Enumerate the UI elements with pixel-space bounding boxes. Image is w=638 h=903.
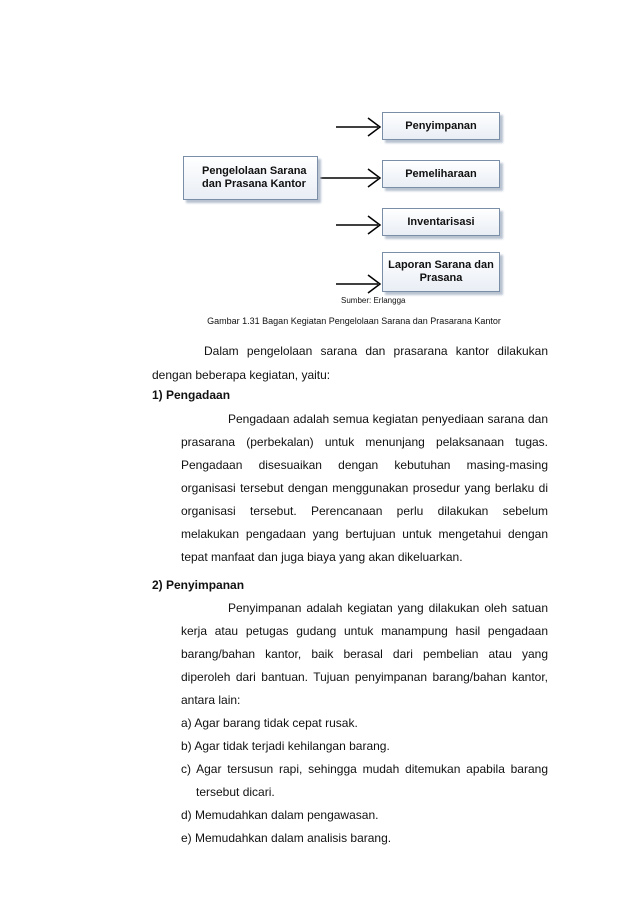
section2-line: barang/bahan kantor, baik berasal dari pembelian atau yang [181, 647, 548, 661]
main-box-line1: Pengelolaan Sarana [202, 165, 307, 177]
box-laporan-line2: Prasana [419, 272, 463, 284]
section-heading-penyimpanan: 2) Penyimpanan [152, 578, 245, 592]
section-heading-pengadaan: 1) Pengadaan [152, 388, 231, 402]
list-item: a) Agar barang tidak cepat rusak. [181, 716, 358, 730]
arrow-2 [320, 169, 380, 187]
arrow-3 [336, 216, 380, 234]
figure-caption: Gambar 1.31 Bagan Kegiatan Pengelolaan Sarana dan Prasarana Kantor [207, 316, 501, 326]
box-laporan-line1: Laporan Sarana dan [388, 259, 494, 271]
section2-line: Penyimpanan adalah kegiatan yang dilakukan oleh satuan [228, 601, 548, 615]
main-box [183, 156, 318, 200]
diagram-arrows [0, 0, 638, 340]
section1-line: tepat manfaat dan juga biaya yang akan dikeluarkan. [181, 550, 463, 564]
main-box-line2: dan Prasana Kantor [202, 178, 306, 190]
box-penyimpanan [382, 112, 500, 140]
list-item: c) Agar tersusun rapi, sehingga mudah ditemukan apabila barang [181, 762, 548, 776]
section1-line: Pengadaan disesuaikan dengan kebutuhan masing-masing [181, 458, 548, 472]
section1-line: melakukan pengadaan yang bertujuan untuk mengetahui dengan [181, 527, 548, 541]
arrow-4 [336, 275, 380, 293]
box-laporan [382, 252, 500, 292]
diagram [0, 0, 638, 340]
section2-line: kerja atau petugas gudang untuk manampung hasil pengadaan [181, 624, 548, 638]
box-pemeliharaan-label: Pemeliharaan [405, 167, 477, 180]
section2-line: antara lain: [181, 693, 241, 707]
intro-line-1: Dalam pengelolaan sarana dan prasarana kantor dilakukan [204, 344, 548, 358]
list-item-continuation: tersebut dicari. [196, 785, 275, 799]
section1-line: Pengadaan adalah semua kegiatan penyediaan sarana dan [228, 412, 548, 426]
figure-source: Sumber: Erlangga [341, 296, 406, 305]
box-penyimpanan-label: Penyimpanan [405, 119, 477, 132]
intro-line-2: dengan beberapa kegiatan, yaitu: [152, 368, 331, 382]
box-pemeliharaan [382, 160, 500, 188]
section1-line: organisasi tersebut. Perencanaan perlu dilakukan sebelum [181, 504, 548, 518]
box-inventarisasi-label: Inventarisasi [407, 215, 475, 228]
box-inventarisasi [382, 208, 500, 236]
list-item: b) Agar tidak terjadi kehilangan barang. [181, 739, 390, 753]
list-item: d) Memudahkan dalam pengawasan. [181, 808, 379, 822]
list-item: e) Memudahkan dalam analisis barang. [181, 831, 392, 845]
section2-line: diperoleh dari bantuan. Tujuan penyimpanan barang/bahan kantor, [181, 670, 548, 684]
arrow-1 [336, 118, 380, 136]
section1-line: prasarana (perbekalan) untuk menunjang pelaksanaan tugas. [181, 435, 548, 449]
section1-line: organisasi tersebut dengan menggunakan prosedur yang berlaku di [181, 481, 548, 495]
